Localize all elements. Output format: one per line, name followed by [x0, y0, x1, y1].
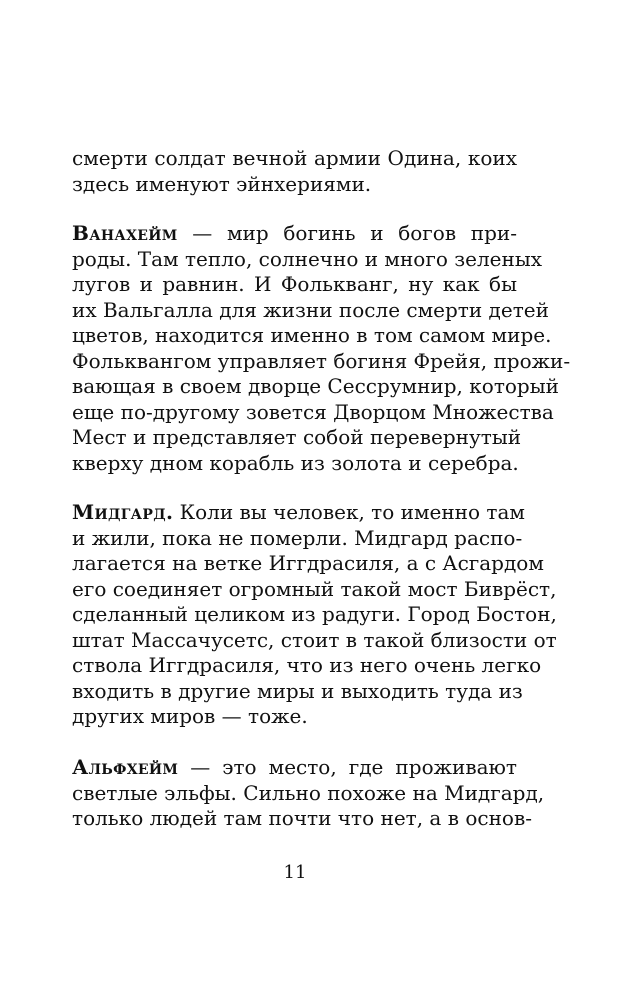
text-line: здесь именуют эйнхериями.: [72, 171, 372, 196]
text-line: их Вальгалла для жизни после смерти детей: [72, 297, 549, 322]
heading-vanaheim: Ванахейм: [72, 221, 178, 245]
text-line: входить в другие миры и выходить туда из: [72, 678, 523, 703]
text-line: лугов и равнин. И Фолькванг, ну как бы: [72, 272, 517, 296]
text-line: Мест и представляет собой перевернутый: [72, 425, 522, 449]
text-line: светлые эльфы. Сильно похоже на Мидгард,: [72, 780, 545, 805]
text-fragment: Коли вы человек, то именно там: [173, 500, 525, 524]
text-line: только людей там почти что нет, а в основ-: [72, 806, 532, 830]
paragraph-vanaheim: [72, 221, 571, 476]
paragraph-midgard: [72, 500, 557, 730]
text-line: лагается на ветке Иггдрасиля, а с Асгардом: [72, 551, 544, 575]
text-line: других миров — тоже.: [72, 704, 308, 728]
text-line: сделанный целиком из радуги. Город Бостон,: [72, 602, 557, 626]
text-line: цветов, находится именно в том самом мире.: [72, 323, 552, 347]
text-line: ствола Иггдрасиля, что из него очень легко: [72, 653, 542, 677]
heading-midgard: Мидгард.: [72, 500, 174, 524]
text-line: смерти солдат вечной армии Одина, коих: [72, 146, 517, 170]
text-line: вающая в своем дворце Сессрумнир, который: [72, 374, 559, 398]
text-line: еще по-другому зовется Дворцом Множества: [72, 399, 554, 424]
text-fragment: — это место, где проживают: [178, 755, 517, 779]
text-line: штат Массачусетс, стоит в такой близости от: [72, 627, 557, 652]
text-line: [72, 221, 517, 247]
text-line: Фольквангом управляет богиня Фрейя, прожи-: [72, 348, 571, 373]
text-line: [72, 755, 517, 781]
text-line: и жили, пока не померли. Мидгард распо-: [72, 525, 523, 550]
text-line: его соединяет огромный такой мост Биврёст,: [72, 576, 557, 601]
text-fragment: — мир богинь и богов при-: [177, 221, 517, 245]
text-line: [72, 500, 525, 526]
text-line: кверху дном корабль из золота и серебра.: [72, 450, 519, 475]
heading-alfheim: Альфхейм: [72, 755, 179, 779]
page-number: 11: [283, 862, 307, 883]
text-line: роды. Там тепло, солнечно и много зеленых: [72, 246, 543, 271]
paragraph-einherjar-continuation: [72, 146, 517, 197]
paragraph-alfheim: [72, 755, 545, 832]
